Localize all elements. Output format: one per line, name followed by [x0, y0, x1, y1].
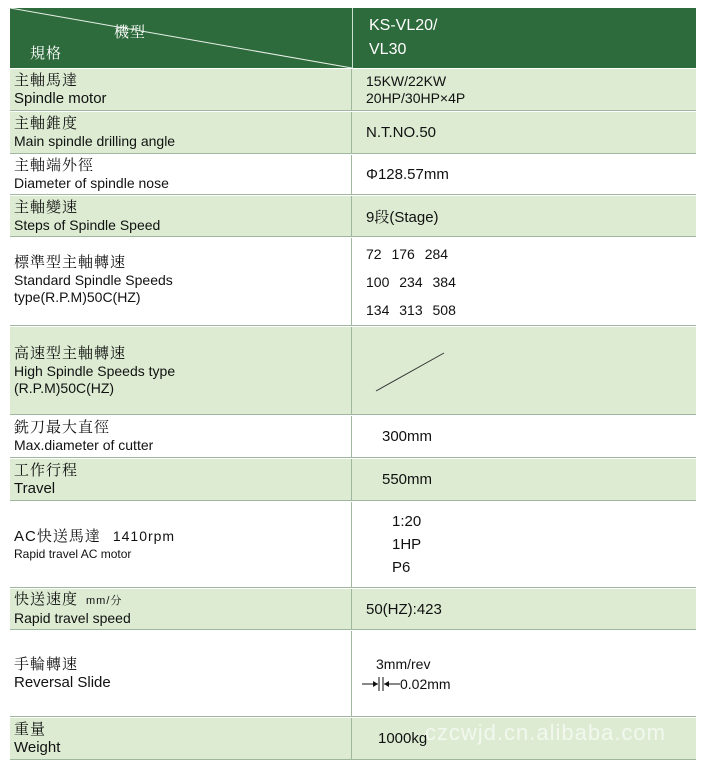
- value: Φ128.57mm: [366, 166, 449, 183]
- row-value-cell: [352, 459, 696, 501]
- row-cutter-diameter: [10, 415, 696, 458]
- row-weight: [10, 717, 696, 760]
- row-value-cell: [352, 416, 696, 458]
- row-label-cell: [10, 502, 352, 588]
- label-en: Rapid travel AC motor: [14, 547, 132, 561]
- row-speed-steps: [10, 195, 696, 237]
- row-label-cell: [10, 69, 352, 111]
- row-label-cell: [10, 155, 352, 195]
- model-name-cell: [353, 8, 696, 68]
- rpm-value: 1410rpm: [112, 528, 176, 544]
- label-zh: 銑刀最大直徑: [14, 419, 111, 436]
- speed-values-row: 134 313 508: [366, 301, 456, 318]
- row-value-cell: [352, 589, 696, 630]
- row-high-speeds: [10, 326, 696, 415]
- label-en-line2: type(R.P.M)50C(HZ): [14, 289, 141, 305]
- label-zh: 主軸馬達: [14, 71, 79, 89]
- label-zh: 工作行程: [14, 461, 79, 479]
- value-line3: P6: [392, 559, 411, 576]
- label-zh-group: [14, 527, 347, 546]
- row-travel: [10, 458, 696, 501]
- label-zh: 重量: [14, 720, 47, 738]
- label-zh: 主軸端外徑: [14, 157, 95, 174]
- row-label-cell: [10, 416, 352, 458]
- spec-label: 規格: [30, 45, 63, 62]
- value: 50(HZ):423: [366, 600, 442, 618]
- row-label-cell: [10, 327, 352, 415]
- label-zh: 手輪轉速: [14, 655, 79, 673]
- value: 9段(Stage): [366, 208, 439, 226]
- label-en: Diameter of spindle nose: [14, 175, 169, 191]
- label-zh: AC快送馬達: [14, 528, 101, 545]
- value-line2: 20HP/30HP×4P: [366, 89, 466, 106]
- label-en: Main spindle drilling angle: [14, 133, 176, 149]
- label-zh: 主軸變速: [14, 198, 79, 216]
- speed-values-row: 100 234 384: [366, 273, 456, 290]
- row-label-cell: [10, 196, 352, 237]
- value-line1: 15KW/22KW: [366, 72, 447, 89]
- table-header: [10, 8, 696, 68]
- label-en: Steps of Spindle Speed: [14, 216, 161, 233]
- label-en: Max.diameter of cutter: [14, 437, 154, 453]
- row-label-cell: [10, 238, 352, 326]
- row-reversal-slide: [10, 630, 696, 717]
- value-line1: 1:20: [392, 513, 422, 530]
- label-en-line1: High Spindle Speeds type: [14, 362, 176, 379]
- row-value-cell: [352, 69, 696, 111]
- row-rapid-speed: [10, 588, 696, 630]
- row-value-cell: [352, 502, 696, 588]
- header-corner-cell: [10, 8, 353, 68]
- value-line2: 1HP: [392, 536, 422, 553]
- label-en: Weight: [14, 738, 61, 756]
- label-en: Spindle motor: [14, 89, 107, 107]
- label-en-line1: Standard Spindle Speeds: [14, 272, 173, 288]
- spec-table: [10, 2, 696, 760]
- not-applicable-slash: [372, 347, 452, 397]
- row-drilling-angle: [10, 111, 696, 154]
- row-label-cell: [10, 718, 352, 760]
- row-standard-speeds: [10, 237, 696, 326]
- row-label-cell: [10, 589, 352, 630]
- row-value-cell: [352, 238, 696, 326]
- row-spindle-motor: [10, 68, 696, 111]
- label-en: Rapid travel speed: [14, 610, 131, 626]
- model-label: 機型: [114, 24, 147, 41]
- row-value-cell: [352, 196, 696, 237]
- model-name-line1: KS-VL20/: [369, 17, 438, 34]
- row-label-cell: [10, 112, 352, 154]
- model-name-line2: VL30: [369, 41, 407, 58]
- row-value-cell: [352, 112, 696, 154]
- unit-label: mm/分: [86, 595, 123, 607]
- label-zh: 主軸錐度: [14, 115, 79, 132]
- row-value-cell: [352, 327, 696, 415]
- watermark: czcwjd.cn.alibaba.com: [424, 720, 666, 745]
- value: 300mm: [382, 428, 433, 445]
- row-value-cell: [352, 631, 696, 717]
- label-en: Travel: [14, 479, 56, 497]
- value-line2: 0.02mm: [400, 675, 451, 692]
- value-line2-group: [362, 674, 696, 694]
- row-label-cell: [10, 631, 352, 717]
- label-en-line2: (R.P.M)50C(HZ): [14, 379, 115, 396]
- label-zh: 高速型主軸轉速: [14, 344, 127, 362]
- label-zh-group: [14, 591, 347, 610]
- label-zh: 快送速度: [14, 591, 79, 608]
- label-en: Reversal Slide: [14, 673, 111, 691]
- speed-values-row: 72 176 284: [366, 245, 449, 262]
- value-line1: 3mm/rev: [376, 655, 431, 672]
- row-rapid-motor: [10, 501, 696, 588]
- row-label-cell: [10, 459, 352, 501]
- row-nose-diameter: [10, 154, 696, 195]
- row-value-cell: [352, 155, 696, 195]
- dimension-arrows-icon: [362, 676, 400, 692]
- value: 1000kg: [378, 730, 428, 747]
- label-zh: 標準型主軸轉速: [14, 254, 127, 271]
- value: 550mm: [382, 471, 433, 488]
- value: N.T.NO.50: [366, 124, 437, 141]
